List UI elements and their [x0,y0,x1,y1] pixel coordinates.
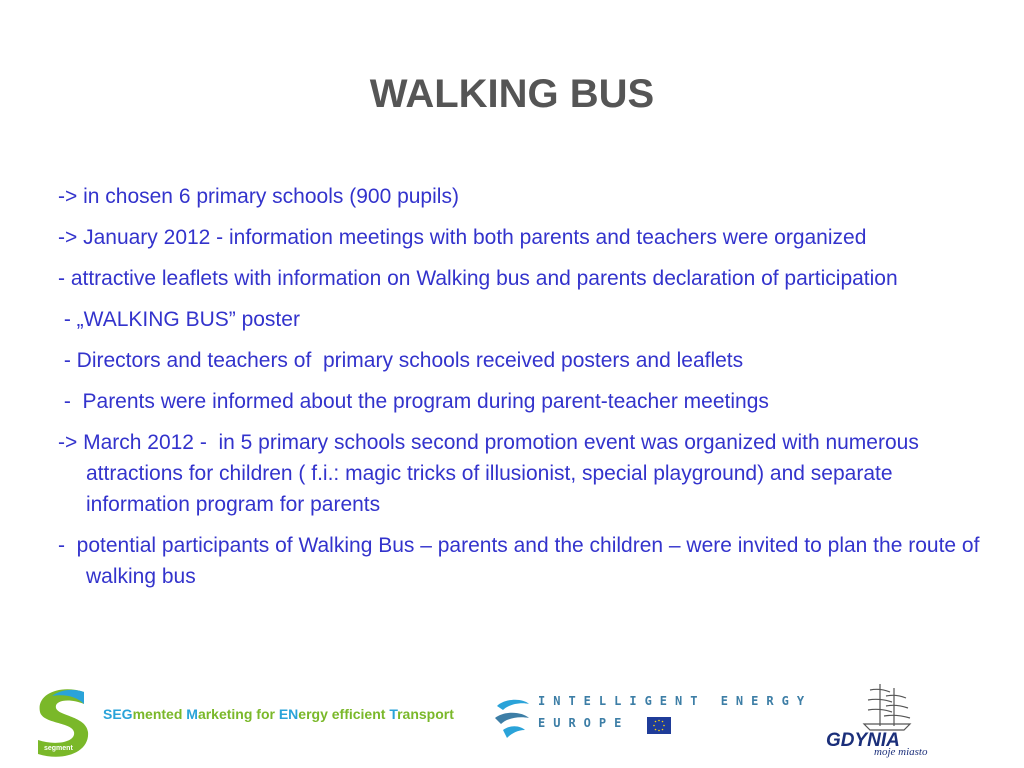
slide-title: WALKING BUS [369,72,655,116]
tagline-part: T [389,706,398,722]
segment-logo-text: segment [44,745,73,752]
intelligent-energy-europe-logo [493,694,813,744]
tagline-part: ergy efficient [298,706,390,722]
tagline-part: SEG [103,706,133,722]
bullet-item: -> January 2012 - information meetings with both parents and teachers were organized [58,226,867,249]
iee-line-1: INTELLIGENT ENERGY [538,694,813,708]
bullet-item: -> March 2012 - in 5 primary schools second promotion event was organized with numerous attractions for children ( f.i.: magic tricks of illusionist, special playground) and separate information program for parents [58,431,925,516]
tagline-part: arketing for [197,706,279,722]
bullet-item: - Parents were informed about the program during parent-teacher meetings [58,390,769,413]
segment-tagline [103,706,454,722]
eu-flag-icon [647,717,671,734]
tagline-part: ransport [397,706,454,722]
bullet-item: -> in chosen 6 primary schools (900 pupils) [58,185,459,208]
tagline-part: mented [132,706,187,722]
bullet-list [58,181,988,602]
bullet-item: - potential participants of Walking Bus – parents and the children – were invited to plan the route of walking bus [58,534,986,588]
tagline-part: M [186,706,198,722]
gdynia-logo [822,680,932,764]
bullet-item: - attractive leaflets with information on Walking bus and parents declaration of participation [58,267,898,290]
footer-logos [0,680,1024,768]
intelligent-energy-swirl-icon [493,696,533,740]
segment-s-logo-icon [30,686,94,758]
gdynia-wordmark: GDYNIA [826,730,900,751]
iee-line-2: EUROPE [538,716,630,730]
gdynia-slogan: moje miasto [874,746,928,758]
bullet-item: - „WALKING BUS” poster [58,308,300,331]
tagline-part: EN [278,706,299,722]
sailing-ship-icon [858,680,918,732]
bullet-item: - Directors and teachers of primary schools received posters and leaflets [58,349,744,372]
